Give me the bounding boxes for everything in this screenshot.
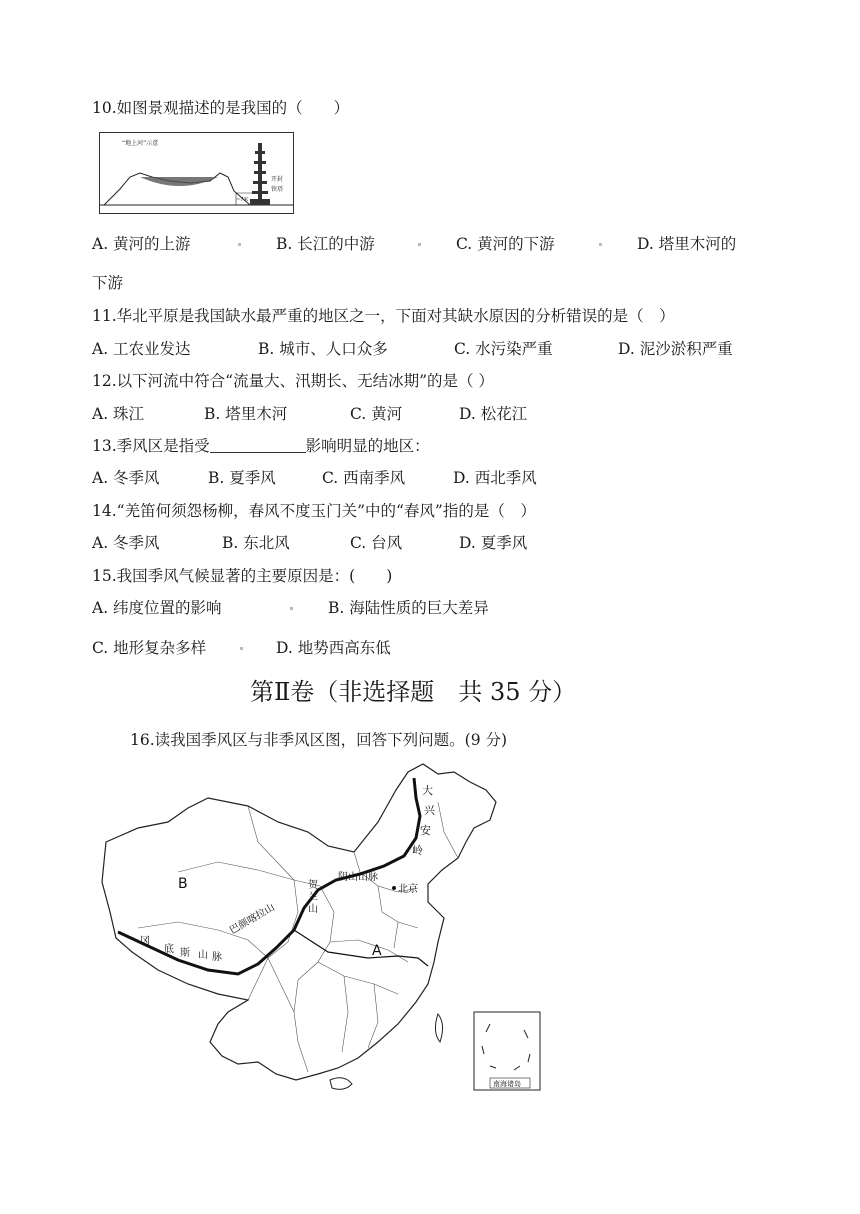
q13-option-d[interactable]: D. 西北季风: [453, 469, 537, 487]
q11-option-d[interactable]: D. 泥沙淤积严重: [618, 340, 733, 358]
china-monsoon-map: [98, 762, 543, 1092]
figure-caption: “地上河”示意: [122, 140, 159, 147]
svg-text:山: 山: [308, 904, 318, 915]
svg-text:大: 大: [422, 784, 433, 797]
beijing-label: 北京: [398, 884, 418, 895]
region-b-label: B: [178, 876, 188, 892]
svg-text:安: 安: [420, 824, 431, 837]
q12-stem: 12.以下河流中符合“流量大、汛期长、无结冰期”的是（ ）: [92, 372, 494, 390]
svg-text:底: 底: [164, 944, 174, 955]
q11-option-c[interactable]: C. 水污染严重: [454, 340, 553, 358]
q13-stem-before: 13.季风区是指受: [92, 437, 210, 455]
q11-option-a[interactable]: A. 工农业发达: [92, 340, 191, 358]
q12-option-b[interactable]: B. 塔里木河: [204, 405, 288, 423]
q12-option-c[interactable]: C. 黄河: [350, 405, 403, 423]
q13-answer-blank[interactable]: [210, 438, 306, 453]
tieta-label: 铁塔: [271, 186, 284, 193]
q14-option-d[interactable]: D. 夏季风: [459, 534, 528, 552]
q15-option-c[interactable]: C. 地形复杂多样: [92, 639, 207, 657]
hainan-island: [330, 1078, 352, 1090]
q14-stem: 14.“羌笛何须怨杨柳，春风不度玉门关”中的“春风”指的是（ ）: [92, 502, 536, 520]
kaifeng-label: 开封: [271, 176, 284, 183]
svg-text:冈: 冈: [140, 936, 150, 947]
q15-stem: 15.我国季风气候显著的主要原因是：( ): [92, 567, 393, 585]
svg-text:兰: 兰: [308, 892, 318, 903]
map-svg: [98, 762, 543, 1092]
q15-option-b[interactable]: B. 海陆性质的巨大差异: [328, 599, 489, 617]
svg-text:斯: 斯: [180, 948, 190, 959]
q10-option-c[interactable]: C. 黄河的下游: [456, 235, 555, 253]
yinshan-label: 阴山山脉: [338, 872, 378, 883]
q13-option-a[interactable]: A. 冬季风: [92, 469, 160, 487]
elevated-river-diagram: [100, 133, 293, 213]
inset-label: 南海诸岛: [493, 1080, 521, 1088]
svg-text:脉: 脉: [212, 952, 222, 963]
taiwan-island: [435, 1014, 442, 1042]
q12-option-a[interactable]: A. 珠江: [92, 405, 145, 423]
south-china-sea-inset: [474, 1012, 540, 1090]
q11-stem: 11.华北平原是我国缺水最严重的地区之一，下面对其缺水原因的分析错误的是（ ）: [92, 307, 675, 325]
q11-option-b[interactable]: B. 城市、人口众多: [258, 340, 388, 358]
bayankala-label: 巴颜喀拉山: [228, 902, 277, 937]
section-title: 第Ⅱ卷（非选择题 共 35 分）: [250, 678, 577, 706]
water-height-label: ~7米: [236, 197, 249, 203]
q10-option-a[interactable]: A. 黄河的上游: [92, 235, 191, 253]
q12-option-d[interactable]: D. 松花江: [459, 405, 528, 423]
q16-stem: 16.读我国季风区与非季风区图，回答下列问题。(9 分): [130, 731, 508, 749]
helanshan-label: [308, 878, 319, 915]
svg-text:山: 山: [198, 950, 208, 961]
q14-option-b[interactable]: B. 东北风: [222, 534, 290, 552]
q14-option-a[interactable]: A. 冬季风: [92, 534, 160, 552]
q15-option-a[interactable]: A. 纬度位置的影响: [92, 599, 222, 617]
q10-figure: [99, 132, 294, 214]
q15-option-d[interactable]: D. 地势西高东低: [276, 639, 391, 657]
region-a-label: A: [372, 943, 382, 959]
q13-option-c[interactable]: C. 西南季风: [322, 469, 406, 487]
q14-option-c[interactable]: C. 台风: [350, 534, 403, 552]
q10-option-b[interactable]: B. 长江的中游: [276, 235, 375, 253]
pagoda-icon: [250, 143, 270, 205]
svg-text:岭: 岭: [412, 844, 423, 857]
svg-text:贺: 贺: [308, 880, 318, 891]
q13-stem: [92, 436, 430, 456]
q13-stem-after: 影响明显的地区：: [305, 437, 430, 455]
svg-text:兴: 兴: [424, 804, 435, 817]
q10-option-d-continuation: 下游: [92, 274, 124, 292]
q10-stem: 10.如图景观描述的是我国的（ ）: [92, 99, 350, 117]
q10-option-d[interactable]: D. 塔里木河的: [637, 235, 737, 253]
q13-option-b[interactable]: B. 夏季风: [208, 469, 276, 487]
